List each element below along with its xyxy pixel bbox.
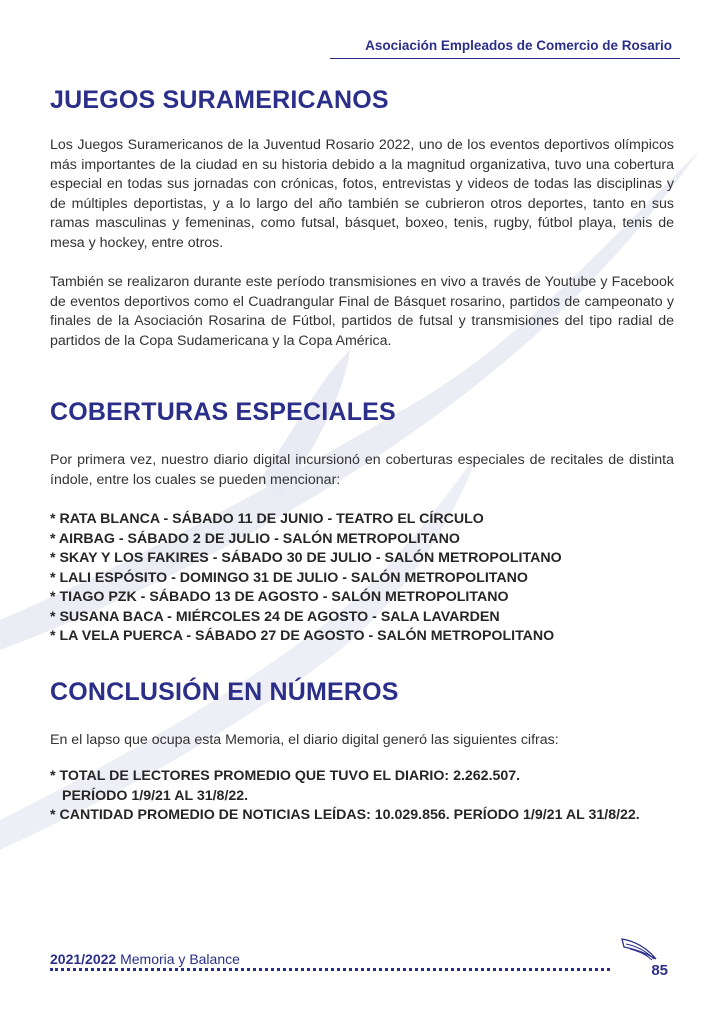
- section-heading: COBERTURAS ESPECIALES: [50, 398, 396, 426]
- list-item: * LALI ESPÓSITO - DOMINGO 31 DE JULIO - SALÓN METROPOLITANO: [50, 569, 528, 586]
- header-rule: [330, 58, 680, 59]
- footer-dotted-rule: [50, 968, 610, 971]
- section-conclusion: [50, 678, 674, 707]
- stats-block: [50, 767, 674, 826]
- section-juegos-suramericanos: [50, 86, 674, 115]
- section-body: [50, 273, 674, 351]
- section-body: [50, 731, 674, 751]
- stat-line: PERÍODO 1/9/21 AL 31/8/22.: [62, 787, 249, 804]
- paragraph: Los Juegos Suramericanos de la Juventud Rosario 2022, uno de los eventos deportivos olímpicos más importantes de la ciudad en su historia debido a la magnitud organizativa, tuvo una cobertura especial en todas sus jornadas con crónicas, fotos, entrevistas y videos de todas las disciplinas y de múltiples deportistas, y a lo largo del año también se cubrieron otros deportes, tanto en sus ramas masculinas y femeninas, como futsal, básquet, boxeo, tenis, rugby, fútbol playa, tenis de mesa y hockey, entre otros.: [50, 137, 674, 251]
- list-item: * SUSANA BACA - MIÉRCOLES 24 DE AGOSTO - SALA LAVARDEN: [50, 608, 500, 625]
- list-item: * RATA BLANCA - SÁBADO 11 DE JUNIO - TEATRO EL CÍRCULO: [50, 511, 484, 527]
- section-heading: JUEGOS SURAMERICANOS: [50, 86, 389, 114]
- events-list-container: [50, 510, 674, 647]
- section-body: [50, 451, 674, 490]
- list-item: * AIRBAG - SÁBADO 2 DE JULIO - SALÓN METROPOLITANO: [50, 530, 460, 547]
- events-list: [50, 510, 674, 647]
- footer-years: 2021/2022: [50, 951, 117, 967]
- header-title: Asociación Empleados de Comercio de Rosario: [365, 38, 672, 53]
- paragraph: Por primera vez, nuestro diario digital incursionó en coberturas especiales de recitales de distinta índole, entre los cuales se pueden mencionar:: [50, 452, 674, 488]
- page-number: 85: [651, 962, 668, 979]
- wing-logo-icon: [620, 935, 658, 963]
- section-coberturas-especiales: [50, 398, 674, 427]
- list-item: * LA VELA PUERCA - SÁBADO 27 DE AGOSTO - SALÓN METROPOLITANO: [50, 628, 555, 644]
- footer-label: [50, 951, 240, 967]
- stat-line: * CANTIDAD PROMEDIO DE NOTICIAS LEÍDAS: 10.029.856. PERÍODO 1/9/21 AL 31/8/22.: [50, 807, 640, 823]
- section-body: [50, 136, 674, 254]
- paragraph: En el lapso que ocupa esta Memoria, el diario digital generó las siguientes cifras:: [50, 732, 559, 748]
- list-item: * TIAGO PZK - SÁBADO 13 DE AGOSTO - SALÓN METROPOLITANO: [50, 589, 509, 605]
- paragraph: También se realizaron durante este período transmisiones en vivo a través de Youtube y Facebook de eventos deportivos como el Cuadrangular Final de Básquet rosarino, partidos de campeonato y finales de la Asociación Rosarina de Fútbol, partidos de futsal y transmisiones del tipo radial de partidos de la Copa Sudamericana y la Copa América.: [50, 274, 674, 349]
- list-item: * SKAY Y LOS FAKIRES - SÁBADO 30 DE JULIO - SALÓN METROPOLITANO: [50, 550, 562, 566]
- stat-line: * TOTAL DE LECTORES PROMEDIO QUE TUVO EL DIARIO: 2.262.507.: [50, 768, 521, 784]
- footer-title: Memoria y Balance: [120, 951, 240, 967]
- section-heading: CONCLUSIÓN EN NÚMEROS: [50, 678, 399, 706]
